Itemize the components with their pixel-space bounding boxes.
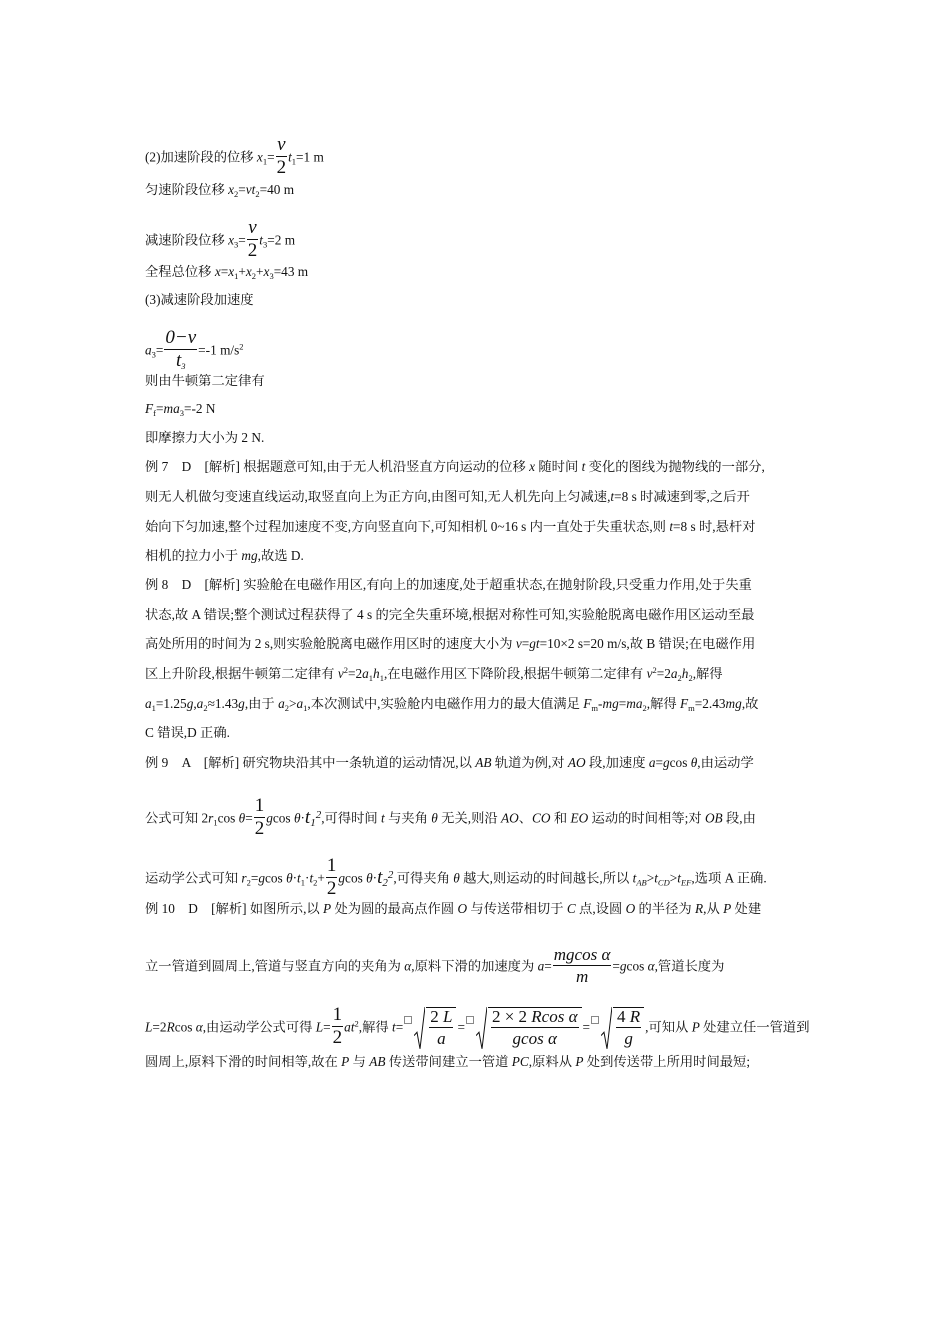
fraction-half: $\frac{1}{2}$ [332,1004,343,1048]
line-decel-acceleration-heading: (3)减速阶段加速度 [145,292,254,307]
line-decel-displacement: 减速阶段位移 $x_3=$ $\frac{v}{2}$ $t_3=2$ m [145,217,296,261]
ex9-line3: 运动学公式可知 $r_2=gcos$ $\theta\cdot t_1\cdot t_2+$ $\frac{1}{2}$ gcos $\theta\cdot t_2^2$,可得夹角 θ 越大,则运动的时间越长,所以 $t_{AB}>t_{CD}>t_{EF}$,选项 A 正确. [145,855,767,899]
ex8-line1: 例 8 D [解析] 实验舱在电磁作用区,有向上的加速度,处于超重状态,在抛射阶段,只受重力作用,处于失重 [145,577,752,592]
ex8-line2: 状态,故 A 错误;整个测试过程获得了 4 s 的完全失重环境,根据对称性可知,实验舱脱离电磁作用区运动至最 [145,607,755,622]
fraction-0-minus-v-over-t3: $\frac{0-v}{t_3}$ [165,327,197,371]
ex8-line3: 高处所用的时间为 2 s,则实验舱脱离电磁作用区时的速度大小为 v=gt=10×2 s=20 m/s,故 B 错误;在电磁作用 [145,636,756,651]
sqrt-2L-over-a: $\frac{2 L}{a}$ [414,1007,456,1051]
ex7-line3: 始向下匀加速,整个过程加速度不变,方向竖直向下,可知相机 0~16 s 内一直处于失重状态,则 t=8 s 时,悬杆对 [145,519,756,534]
ex10-line3: L=2Rcos α,由运动学公式可得 L= $\frac{1}{2}$ $at^2$,解得 t= $\frac{2 L}{a}$ = $\frac{\text{2 × 2 Rcos α}}{\text{gcos α}}$ = $\frac{4 R}{g}$ ,可知从 P 处建立任一管道到 [145,1006,810,1051]
ex10-line1: 例 10 D [解析] 如图所示,以 P 处为圆的最高点作圆 O 与传送带相切于 C 点,设圆 O 的半径为 R,从 P 处建 [145,901,762,916]
ex9-line2: 公式可知 $2r_1\cos$ θ= $\frac{1}{2}$ gcos $\theta\cdot t_1^2$,可得时间 t 与夹角 θ 无关,则沿 AO、CO 和 EO 运动的时间相等;对 OB 段,由 [145,795,756,839]
fraction-mgcos-alpha-over-m: $\frac{\text{mgcos α}}{m}$ [553,945,611,986]
ex10-line2: 立一管道到圆周上,管道与竖直方向的夹角为 α,原料下滑的加速度为 a= $\frac{\text{mgcos α}}{m}$ =gcos α,管道长度为 [145,945,725,986]
line-uniform-displacement: 匀速阶段位移 $x_2=vt_2=40$ m [145,182,295,199]
text: (2)加速阶段的位移 [145,149,257,165]
line-friction-eq: $F_f=ma_3=-2$ N [145,401,216,418]
ex9-line1: 例 9 A [解析] 研究物块沿其中一条轨道的运动情况,以 AB 轨道为例,对 AO 段,加速度 a=gcos θ,由运动学 [145,755,754,770]
line-newton: 则由牛顿第二定律有 [145,373,265,388]
ex8-line6: C 错误,D 正确. [145,725,230,740]
fraction-v-over-2: $\frac{v}{2}$ [247,217,258,261]
line-total-displacement: 全程总位移 $x=x_1+x_2+x_3=43$ m [145,264,309,281]
ex7-line1: 例 7 D [解析] 根据题意可知,由于无人机沿竖直方向运动的位移 x 随时间 t 变化的图线为抛物线的一部分, [145,459,765,474]
ex7-line2: 则无人机做匀变速直线运动,取竖直向上为正方向,由图可知,无人机先向上匀减速,t=8 s 时减速到零,之后开 [145,489,750,504]
sqrt-2x2Rcos-over-gcos: $\frac{\text{2 × 2 Rcos α}}{\text{gcos α}}$ [476,1007,582,1051]
ex8-line4: 区上升阶段,根据牛顿第二定律有 $v^2=2a_1h_1$,在电磁作用区下降阶段,根据牛顿第二定律有 $v^2=2a_2h_2$,解得 [145,665,723,683]
line-friction-magnitude: 即摩擦力大小为 2 N. [145,430,265,445]
placeholder-box-icon [404,1016,412,1024]
sqrt-4R-over-g: $\frac{4 R}{g}$ [601,1007,644,1051]
line-a3-equation: $a_3=$ $\frac{0-v}{t_3}$ =-1 $m/s^2$ [145,327,244,371]
ex8-line5: $a_1=1.25g,a_2\approx 1.43g$,由于 $a_2>a_1$,本次测试中,实验舱内电磁作用力的最大值满足 $F_m-mg=ma_2$,解得 $F_m=2.43mg$,故 [145,696,759,713]
placeholder-box-icon [466,1016,474,1024]
fraction-half: $\frac{1}{2}$ [326,855,337,899]
ex10-line4: 圆周上,原料下滑的时间相等,故在 P 与 AB 传送带间建立一管道 PC,原料从 P 处到传送带上所用时间最短; [145,1054,751,1069]
fraction-v-over-2: $\frac{v}{2}$ [276,134,287,178]
placeholder-box-icon [591,1016,599,1024]
fraction-half: $\frac{1}{2}$ [254,795,265,839]
line-accel-displacement: (2)加速阶段的位移 $x_1=$ $\frac{v}{2}$ $t_1=1$ m [145,134,324,178]
ex7-line4: 相机的拉力小于 mg,故选 D. [145,548,304,563]
